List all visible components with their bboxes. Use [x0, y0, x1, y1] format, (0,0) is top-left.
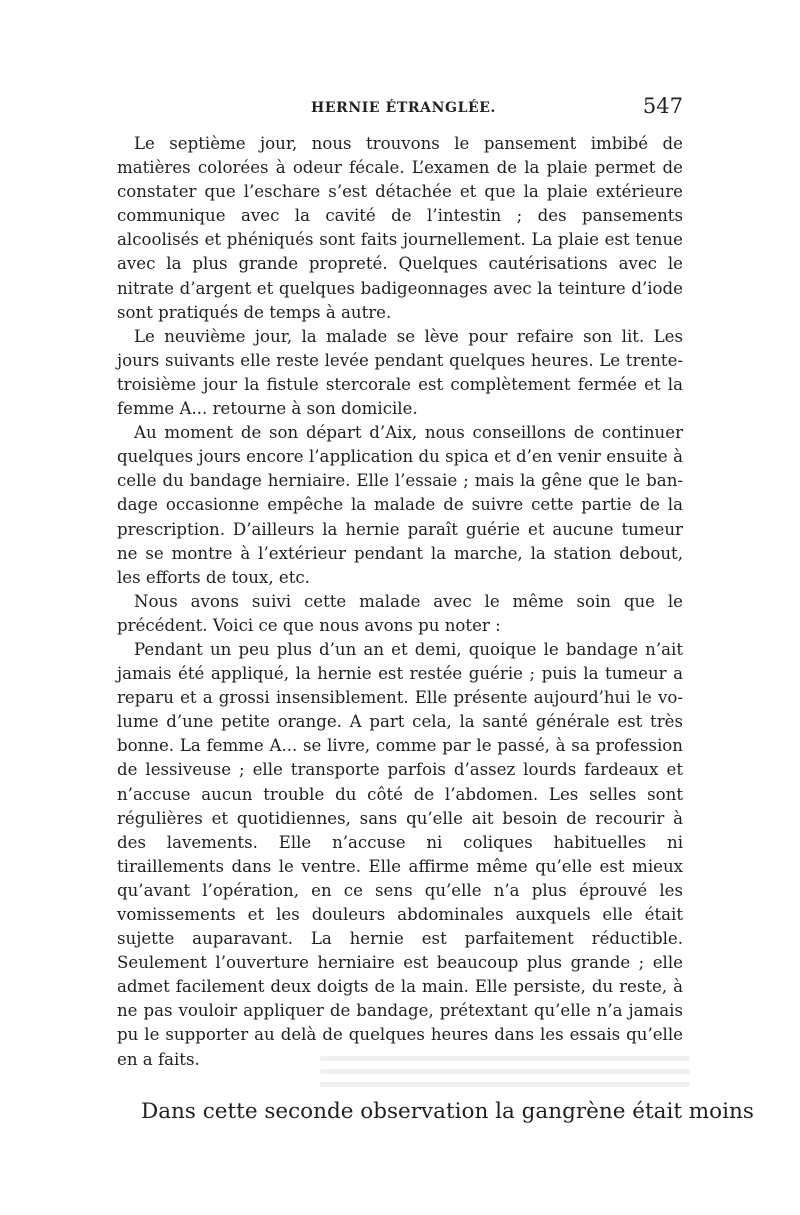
running-head	[117, 94, 683, 124]
page-number: 547	[642, 94, 683, 118]
paragraph-5: Pendant un peu plus d’un an et demi, quoique le bandage n’ait jamais été appliqué, la hernie est restée guérie ; puis la tumeur a reparu et a grossi insensiblement. Elle présente aujourd’hui le volume d’une petite orange. A part cela, la santé générale est très bonne. La femme A... se livre, comme par le passé, à sa profession de lessiveuse ; elle transporte parfois d’assez lourds fardeaux et n’accuse aucun trouble du côté de l’abdomen. Les selles sont régulières et quotidiennes, sans qu’elle ait besoin de recourir à des lavements. Elle n’accuse ni coliques habituelles ni tiraillements dans le ventre. Elle affirme même qu’elle est mieux qu’avant l’opération, en ce sens qu’elle n’a plus éprouvé les vomissements et les douleurs abdominales auxquels elle était sujette auparavant. La hernie est parfaitement réductible. Seulement l’ouverture herniaire est beaucoup plus grande ; elle admet facilement deux doigts de la main. Elle persiste, du reste, à ne pas vouloir appliquer de bandage, prétextant qu’elle n’a jamais pu le supporter au delà de quelques heures dans les essais qu’elle en a faits.	[117, 639, 683, 1069]
body-text	[117, 132, 683, 1072]
paragraph-4: Nous avons suivi cette malade avec le même soin que le précédent. Voici ce que nous avons pu noter :	[117, 591, 683, 635]
paragraph-3: Au moment de son départ d’Aix, nous conseillons de continuer quelques jours encore l’application du spica et d’en venir ensuite à celle du bandage herniaire. Elle l’essaie ; mais la gêne que le bandage occasionne empêche la malade de suivre cette partie de la prescription. D’ailleurs la hernie paraît guérie et aucune tumeur ne se montre à l’extérieur pendant la marche, la station debout, les efforts de toux, etc.	[117, 423, 683, 587]
paragraph-1: Le septième jour, nous trouvons le pansement imbibé de matières colorées à odeur fécale. L’examen de la plaie permet de constater que l’eschare s’est détachée et que la plaie extérieure communique avec la cavité de l’intestin ; des pansements alcoolisés et phéniqués sont faits journellement. La plaie est tenue avec la plus grande propreté. Quelques cautérisations avec le nitrate d’argent et quelques badigeonnages avec la teinture d’iode sont pratiqués de temps à autre.	[117, 134, 683, 322]
paragraph-2: Le neuvième jour, la malade se lève pour refaire son lit. Les jours suivants elle reste levée pendant quelques heures. Le trente-troisième jour la fistule stercorale est complètement fermée et la femme A... retourne à son domicile.	[117, 326, 683, 419]
running-title: HERNIE ÉTRANGLÉE.	[311, 100, 497, 116]
show-through-line	[320, 1082, 690, 1087]
lower-text-line: Dans cette seconde observation la gangrène était moins	[141, 1099, 754, 1124]
